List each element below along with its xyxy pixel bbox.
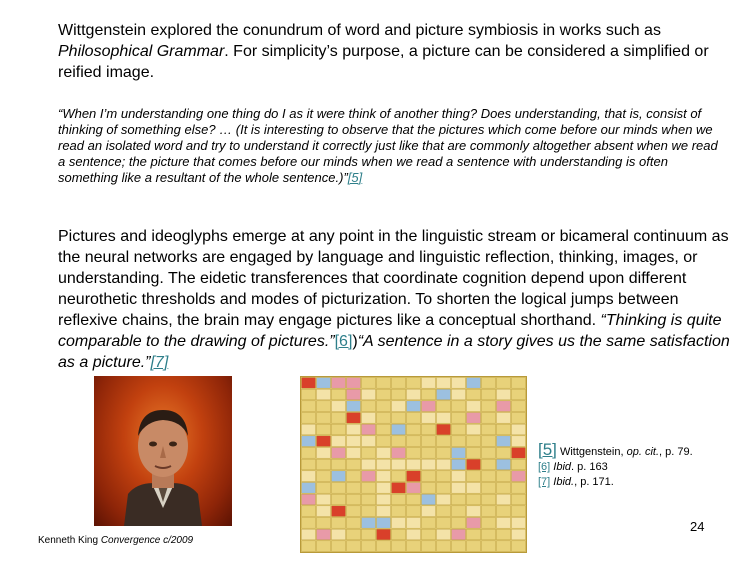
- board-cell: [302, 424, 316, 435]
- board-cell: [302, 541, 316, 552]
- board-cell: [467, 483, 481, 494]
- board-cell: [512, 413, 526, 424]
- board-cell: [392, 413, 406, 424]
- quote-sentence: “A sentence in a story gives us the same satisfaction as a picture.”: [58, 333, 730, 371]
- board-cell: [467, 541, 481, 552]
- board-cell: [392, 378, 406, 389]
- board-cell: [332, 506, 346, 517]
- footnote-link-6[interactable]: [6]: [334, 333, 353, 350]
- board-cell: [497, 448, 511, 459]
- board-cell: [437, 413, 451, 424]
- board-cell: [467, 413, 481, 424]
- quote-text: “When I’m understanding one thing do I as it were think of another thing? Does understanding, that is, consist of thinking of something else? … (It is interesting to observe that the pictures which come before our minds when we read an isolated word and try to understand it correctly just like that are commonly altogether absent when we read a sentence; the picture that comes before our minds when we read a sentence with understanding is often something like a resultant of the whole sentence.)”: [58, 106, 718, 185]
- board-cell: [467, 378, 481, 389]
- board-cell: [332, 518, 346, 529]
- board-cell: [482, 506, 496, 517]
- board-cell: [347, 378, 361, 389]
- board-cell: [437, 436, 451, 447]
- board-cell: [332, 424, 346, 435]
- board-cell: [317, 413, 331, 424]
- board-cell: [512, 529, 526, 540]
- footnote-5: [538, 442, 738, 460]
- board-cell: [377, 424, 391, 435]
- board-cell: [467, 401, 481, 412]
- board-cell: [407, 436, 421, 447]
- board-cell: [422, 518, 436, 529]
- board-cell: [392, 529, 406, 540]
- board-cell: [377, 541, 391, 552]
- board-cell: [362, 518, 376, 529]
- scrabble-grid: [301, 377, 526, 552]
- board-cell: [392, 448, 406, 459]
- scrabble-board-image: [300, 376, 527, 553]
- board-cell: [482, 424, 496, 435]
- board-cell: [362, 436, 376, 447]
- board-cell: [377, 378, 391, 389]
- intro-paragraph: [58, 20, 728, 83]
- board-cell: [497, 494, 511, 505]
- board-cell: [467, 529, 481, 540]
- board-cell: [377, 471, 391, 482]
- board-cell: [512, 541, 526, 552]
- board-cell: [302, 506, 316, 517]
- board-cell: [407, 541, 421, 552]
- board-cell: [362, 401, 376, 412]
- footnote-6-page: . p. 163: [571, 461, 608, 473]
- board-cell: [407, 471, 421, 482]
- board-cell: [407, 483, 421, 494]
- board-cell: [482, 494, 496, 505]
- board-cell: [347, 401, 361, 412]
- board-cell: [482, 541, 496, 552]
- board-cell: [452, 413, 466, 424]
- board-cell: [362, 483, 376, 494]
- board-cell: [347, 494, 361, 505]
- board-cell: [452, 424, 466, 435]
- board-cell: [407, 413, 421, 424]
- book-title: Philosophical Grammar: [58, 43, 225, 60]
- board-cell: [497, 529, 511, 540]
- board-cell: [392, 494, 406, 505]
- board-cell: [512, 378, 526, 389]
- board-cell: [302, 448, 316, 459]
- footnotes: [538, 442, 738, 490]
- board-cell: [467, 448, 481, 459]
- board-cell: [347, 541, 361, 552]
- board-cell: [422, 506, 436, 517]
- board-cell: [407, 506, 421, 517]
- board-cell: [317, 401, 331, 412]
- board-cell: [467, 459, 481, 470]
- board-cell: [392, 506, 406, 517]
- board-cell: [407, 424, 421, 435]
- board-cell: [452, 541, 466, 552]
- board-cell: [482, 389, 496, 400]
- board-cell: [452, 436, 466, 447]
- board-cell: [512, 401, 526, 412]
- board-cell: [332, 448, 346, 459]
- board-cell: [392, 541, 406, 552]
- board-cell: [452, 401, 466, 412]
- board-cell: [362, 471, 376, 482]
- board-cell: [347, 424, 361, 435]
- board-cell: [422, 424, 436, 435]
- author-credit: [38, 535, 193, 546]
- board-cell: [332, 413, 346, 424]
- board-cell: [377, 518, 391, 529]
- board-cell: [422, 378, 436, 389]
- board-cell: [317, 424, 331, 435]
- board-cell: [362, 378, 376, 389]
- board-cell: [497, 518, 511, 529]
- board-cell: [377, 413, 391, 424]
- board-cell: [302, 518, 316, 529]
- board-cell: [422, 459, 436, 470]
- board-cell: [437, 518, 451, 529]
- board-cell: [407, 448, 421, 459]
- board-cell: [392, 389, 406, 400]
- board-cell: [317, 448, 331, 459]
- board-cell: [467, 471, 481, 482]
- board-cell: [467, 389, 481, 400]
- intro-text-a: Wittgenstein explored the conundrum of word and picture symbiosis in works such as: [58, 22, 661, 39]
- board-cell: [362, 389, 376, 400]
- board-cell: [362, 529, 376, 540]
- board-cell: [377, 529, 391, 540]
- board-cell: [347, 518, 361, 529]
- board-cell: [332, 378, 346, 389]
- board-cell: [377, 401, 391, 412]
- board-cell: [482, 436, 496, 447]
- footnote-ref-6[interactable]: [6]: [538, 461, 551, 473]
- credit-name: Kenneth King: [38, 535, 101, 546]
- board-cell: [482, 378, 496, 389]
- board-cell: [437, 448, 451, 459]
- board-cell: [317, 518, 331, 529]
- board-cell: [497, 401, 511, 412]
- board-cell: [362, 413, 376, 424]
- board-cell: [452, 518, 466, 529]
- board-cell: [392, 424, 406, 435]
- board-cell: [437, 459, 451, 470]
- board-cell: [512, 494, 526, 505]
- board-cell: [362, 494, 376, 505]
- board-cell: [362, 506, 376, 517]
- board-cell: [407, 378, 421, 389]
- board-cell: [377, 506, 391, 517]
- board-cell: [302, 483, 316, 494]
- board-cell: [407, 494, 421, 505]
- board-cell: [392, 483, 406, 494]
- board-cell: [377, 448, 391, 459]
- board-cell: [452, 529, 466, 540]
- board-cell: [302, 459, 316, 470]
- close-paren: ): [352, 333, 358, 350]
- board-cell: [467, 494, 481, 505]
- board-cell: [422, 541, 436, 552]
- board-cell: [422, 448, 436, 459]
- board-cell: [332, 436, 346, 447]
- board-cell: [332, 541, 346, 552]
- board-cell: [497, 378, 511, 389]
- board-cell: [302, 389, 316, 400]
- board-cell: [377, 483, 391, 494]
- board-cell: [452, 494, 466, 505]
- board-cell: [497, 436, 511, 447]
- board-cell: [302, 471, 316, 482]
- board-cell: [422, 529, 436, 540]
- board-cell: [377, 459, 391, 470]
- board-cell: [332, 529, 346, 540]
- board-cell: [422, 413, 436, 424]
- board-cell: [317, 494, 331, 505]
- footnote-link-7[interactable]: [7]: [150, 354, 169, 371]
- board-cell: [377, 389, 391, 400]
- board-cell: [332, 459, 346, 470]
- board-cell: [332, 494, 346, 505]
- wittgenstein-quote: [58, 106, 728, 186]
- footnote-6-work: Ibid: [553, 461, 572, 473]
- board-cell: [302, 413, 316, 424]
- intro-text-b: . For simplicity’s purpose, a picture can be considered a simplified or reified image.: [58, 43, 709, 81]
- board-cell: [452, 483, 466, 494]
- board-cell: [407, 459, 421, 470]
- board-cell: [302, 494, 316, 505]
- board-cell: [512, 448, 526, 459]
- board-cell: [512, 518, 526, 529]
- board-cell: [422, 494, 436, 505]
- board-cell: [407, 529, 421, 540]
- board-cell: [422, 401, 436, 412]
- footnote-5-work: op. cit.: [626, 446, 660, 458]
- credit-work: Convergence c/2009: [100, 535, 194, 546]
- board-cell: [437, 529, 451, 540]
- board-cell: [347, 506, 361, 517]
- board-cell: [347, 471, 361, 482]
- board-cell: [362, 448, 376, 459]
- board-cell: [497, 413, 511, 424]
- board-cell: [467, 518, 481, 529]
- board-cell: [467, 424, 481, 435]
- board-cell: [512, 483, 526, 494]
- board-cell: [377, 436, 391, 447]
- board-cell: [497, 389, 511, 400]
- body-text: Pictures and ideoglyphs emerge at any point in the linguistic stream or bicameral continuum as the neural networks are engaged by language and linguistic reflection, thinking, images, or understanding. The eidetic transferences that coordinate cognition depend upon different neurothetic thresholds and modes of picturization. To shorten the logical jumps between reflexive chains, the brain may engage pictures like a conceptual shorthand.: [58, 228, 729, 329]
- board-cell: [302, 401, 316, 412]
- board-cell: [512, 471, 526, 482]
- board-cell: [317, 436, 331, 447]
- board-cell: [437, 401, 451, 412]
- footnote-5-page: , p. 79.: [659, 446, 693, 458]
- board-cell: [437, 494, 451, 505]
- board-cell: [332, 389, 346, 400]
- footnote-ref-7[interactable]: [7]: [538, 476, 551, 488]
- board-cell: [437, 541, 451, 552]
- board-cell: [422, 436, 436, 447]
- board-cell: [347, 436, 361, 447]
- board-cell: [302, 436, 316, 447]
- board-cell: [437, 424, 451, 435]
- board-cell: [317, 541, 331, 552]
- board-cell: [407, 518, 421, 529]
- board-cell: [467, 436, 481, 447]
- board-cell: [317, 378, 331, 389]
- board-cell: [497, 483, 511, 494]
- board-cell: [392, 518, 406, 529]
- board-cell: [317, 471, 331, 482]
- board-cell: [437, 483, 451, 494]
- board-cell: [332, 471, 346, 482]
- board-cell: [452, 448, 466, 459]
- quote-thinking: “Thinking is quite comparable to the drawing of pictures.”: [58, 312, 722, 350]
- footnote-7-work: Ibid.: [553, 476, 575, 488]
- footnote-ref-5[interactable]: [5]: [538, 440, 557, 459]
- body-paragraph: [58, 226, 738, 373]
- board-cell: [407, 401, 421, 412]
- board-cell: [497, 471, 511, 482]
- board-cell: [452, 378, 466, 389]
- board-cell: [437, 389, 451, 400]
- board-cell: [482, 529, 496, 540]
- board-cell: [317, 483, 331, 494]
- board-cell: [437, 378, 451, 389]
- board-cell: [317, 389, 331, 400]
- board-cell: [512, 506, 526, 517]
- board-cell: [362, 459, 376, 470]
- board-cell: [332, 401, 346, 412]
- board-cell: [437, 506, 451, 517]
- board-cell: [317, 529, 331, 540]
- board-cell: [422, 483, 436, 494]
- board-cell: [512, 436, 526, 447]
- board-cell: [497, 424, 511, 435]
- board-cell: [452, 506, 466, 517]
- board-cell: [347, 448, 361, 459]
- board-cell: [377, 494, 391, 505]
- board-cell: [422, 389, 436, 400]
- board-cell: [392, 401, 406, 412]
- board-cell: [497, 541, 511, 552]
- board-cell: [407, 389, 421, 400]
- board-cell: [482, 413, 496, 424]
- board-cell: [317, 506, 331, 517]
- board-cell: [302, 378, 316, 389]
- board-cell: [512, 424, 526, 435]
- board-cell: [317, 459, 331, 470]
- board-cell: [497, 506, 511, 517]
- board-cell: [482, 459, 496, 470]
- board-cell: [392, 459, 406, 470]
- board-cell: [512, 389, 526, 400]
- board-cell: [482, 448, 496, 459]
- board-cell: [467, 506, 481, 517]
- board-cell: [347, 413, 361, 424]
- board-cell: [392, 436, 406, 447]
- footnote-link-5[interactable]: [5]: [347, 170, 363, 185]
- footnote-5-author: Wittgenstein,: [556, 446, 627, 458]
- board-cell: [422, 471, 436, 482]
- board-cell: [362, 424, 376, 435]
- footnote-7-page: , p. 171.: [574, 476, 614, 488]
- board-cell: [347, 389, 361, 400]
- footnote-6: [538, 460, 738, 475]
- board-cell: [347, 483, 361, 494]
- footnote-7: [538, 475, 738, 490]
- portrait-drawing: [94, 376, 232, 526]
- board-cell: [392, 471, 406, 482]
- board-cell: [452, 471, 466, 482]
- board-cell: [302, 529, 316, 540]
- board-cell: [482, 518, 496, 529]
- board-cell: [482, 471, 496, 482]
- board-cell: [452, 459, 466, 470]
- board-cell: [482, 401, 496, 412]
- board-cell: [497, 459, 511, 470]
- page-number: 24: [690, 519, 705, 534]
- board-cell: [437, 471, 451, 482]
- board-cell: [452, 389, 466, 400]
- board-cell: [332, 483, 346, 494]
- wittgenstein-portrait-image: [94, 376, 232, 526]
- board-cell: [347, 529, 361, 540]
- board-cell: [482, 483, 496, 494]
- board-cell: [512, 459, 526, 470]
- board-cell: [347, 459, 361, 470]
- board-cell: [362, 541, 376, 552]
